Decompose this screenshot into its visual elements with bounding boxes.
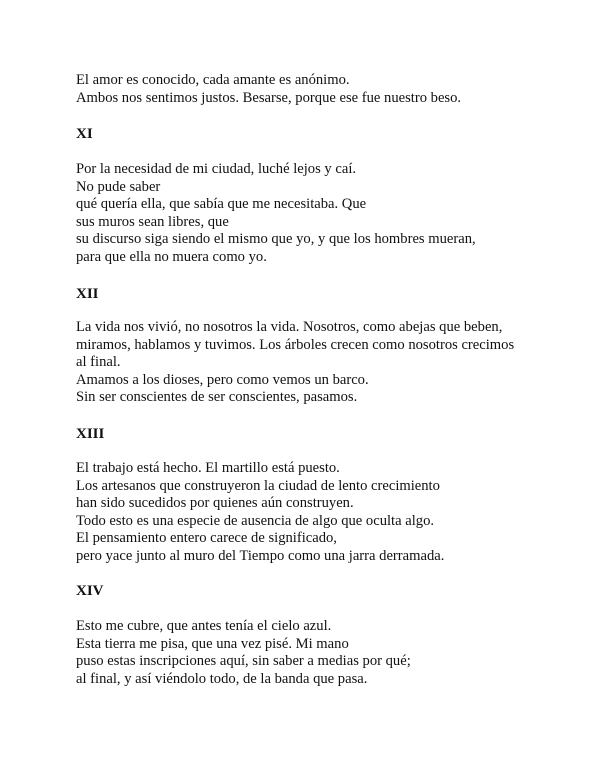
poem-line: pero yace junto al muro del Tiempo como una jarra derramada. bbox=[76, 547, 445, 564]
poem-line: Ambos nos sentimos justos. Besarse, porque ese fue nuestro beso. bbox=[76, 89, 462, 106]
stanza-xi bbox=[76, 161, 476, 266]
section-heading-xii: XII bbox=[76, 286, 99, 302]
poem-line: Los artesanos que construyeron la ciudad de lento crecimiento bbox=[76, 477, 440, 494]
poem-line: Esta tierra me pisa, que una vez pisé. Mi mano bbox=[76, 635, 349, 652]
poem-line: El pensamiento entero carece de significado, bbox=[76, 530, 337, 546]
poem-line: Todo esto es una especie de ausencia de algo que oculta algo. bbox=[76, 512, 435, 529]
section-heading-xi: XI bbox=[76, 126, 93, 142]
stanza-xiii bbox=[76, 460, 444, 565]
section-heading-xiii: XIII bbox=[76, 426, 105, 442]
poem-line: han sido sucedidos por quienes aún construyen. bbox=[76, 495, 354, 511]
poem-line: El amor es conocido, cada amante es anónimo. bbox=[76, 72, 350, 88]
section-heading-xiv: XIV bbox=[76, 583, 104, 599]
poem-line: al final. bbox=[76, 354, 121, 370]
poem-line: Amamos a los dioses, pero como vemos un barco. bbox=[76, 371, 369, 388]
poem-line: puso estas inscripciones aquí, sin saber a medias por qué; bbox=[76, 653, 411, 669]
poem-line: Esto me cubre, que antes tenía el cielo azul. bbox=[76, 618, 332, 634]
poem-line: al final, y así viéndolo todo, de la banda que pasa. bbox=[76, 670, 368, 687]
poem-line: miramos, hablamos y tuvimos. Los árboles crecen como nosotros crecimos bbox=[76, 336, 515, 353]
poem-line: para que ella no muera como yo. bbox=[76, 248, 267, 265]
poem-line: No pude saber bbox=[76, 178, 161, 195]
stanza-xii bbox=[76, 319, 514, 407]
stanza-xiv bbox=[76, 618, 411, 688]
poem-line: qué quería ella, que sabía que me necesitaba. Que bbox=[76, 196, 367, 212]
poem-line: El trabajo está hecho. El martillo está puesto. bbox=[76, 460, 340, 476]
poem-line: La vida nos vivió, no nosotros la vida. Nosotros, como abejas que beben, bbox=[76, 319, 503, 335]
poem-line: Sin ser conscientes de ser conscientes, pasamos. bbox=[76, 389, 358, 405]
poem-line: Por la necesidad de mi ciudad, luché lejos y caí. bbox=[76, 161, 357, 177]
poem-line: su discurso siga siendo el mismo que yo, y que los hombres mueran, bbox=[76, 231, 476, 247]
poem-line: sus muros sean libres, que bbox=[76, 213, 229, 230]
stanza-intro bbox=[76, 72, 461, 107]
